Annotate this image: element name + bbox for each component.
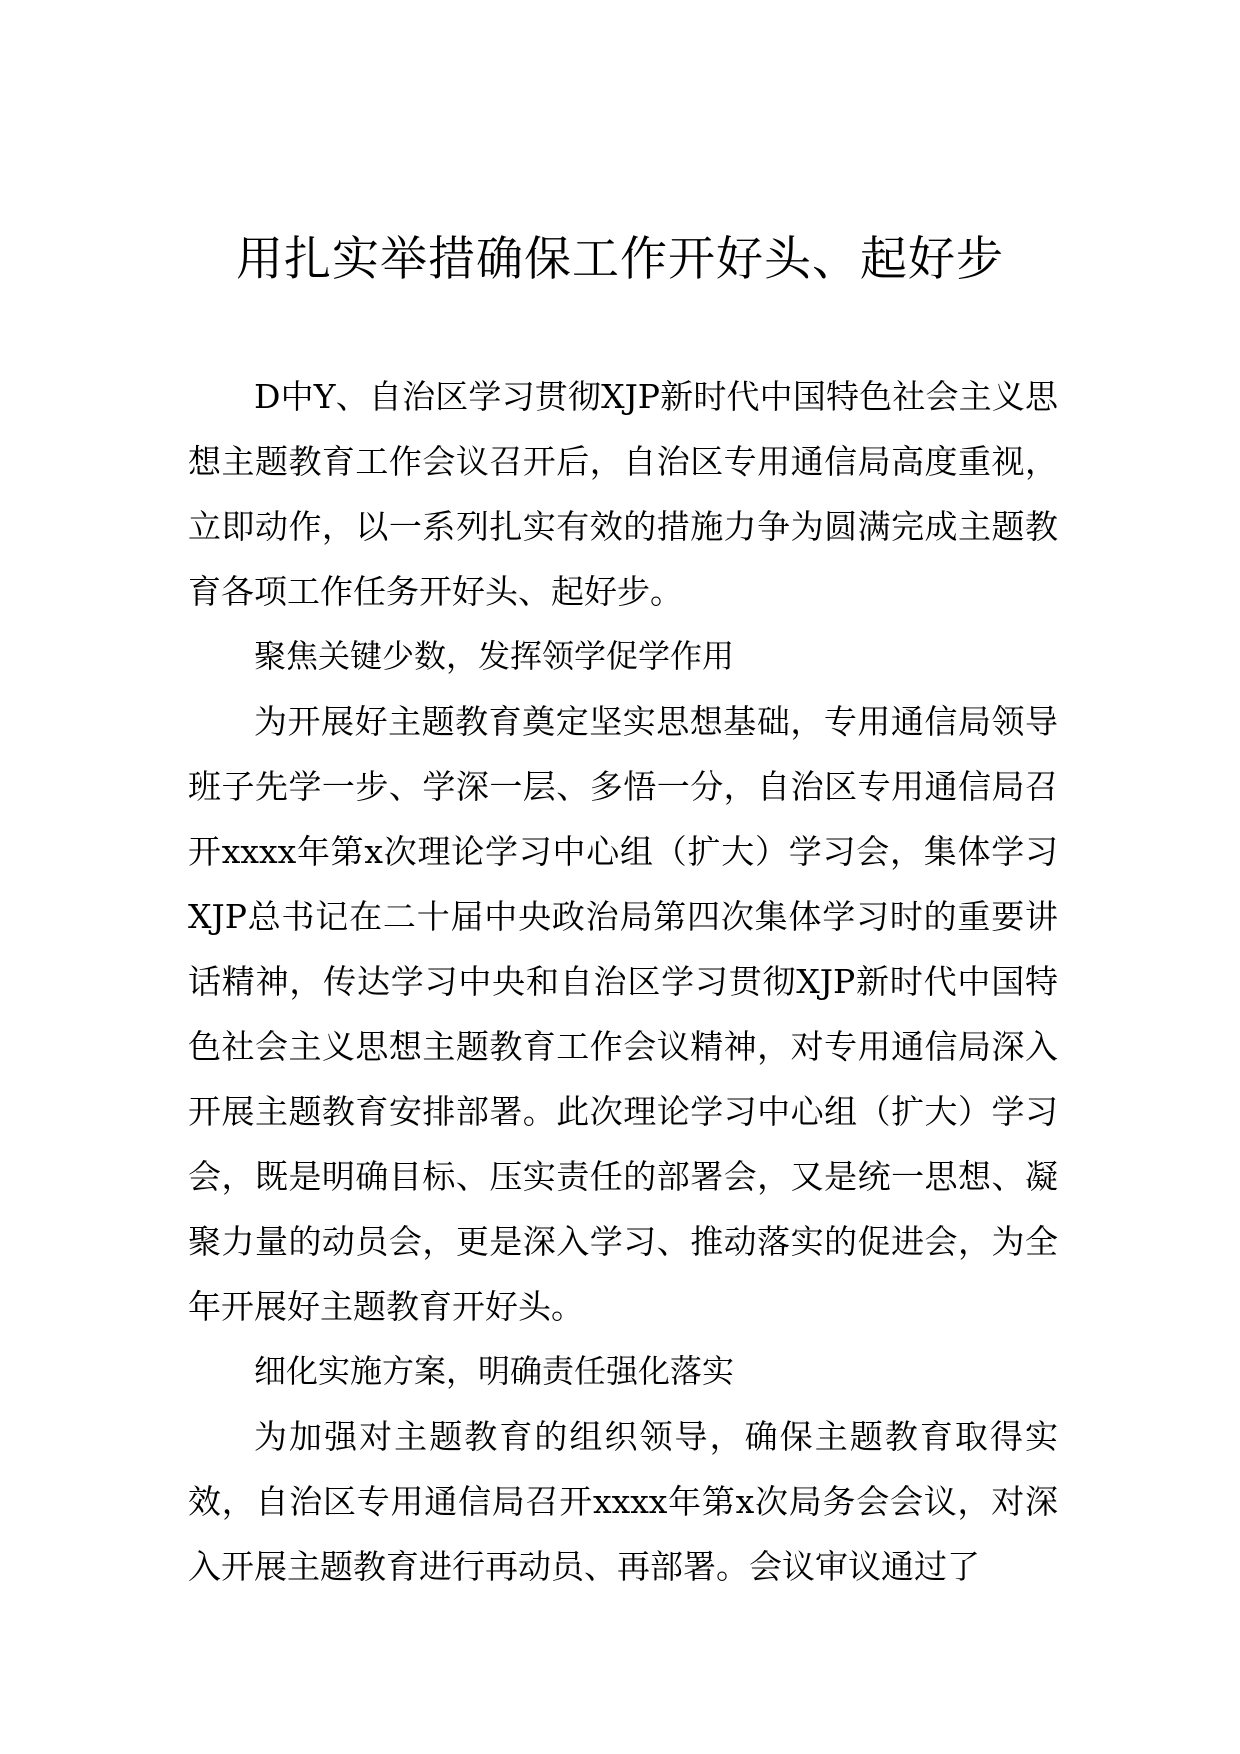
paragraph-intro: D中Y、自治区学习贯彻XJP新时代中国特色社会主义思想主题教育工作会议召开后，自治区专用通信局高度重视，立即动作，以一系列扎实有效的措施力争为圆满完成主题教育各项工作任务开好头、起好步。 xyxy=(188,377,1058,611)
document-title: 用扎实举措确保工作开好头、起好步 xyxy=(236,232,1004,287)
paragraph-section-2: 为加强对主题教育的组织领导，确保主题教育取得实效，自治区专用通信局召开xxxx年第x次局务会会议，对深入开展主题教育进行再动员、再部署。会议审议通过了 xyxy=(188,1417,1058,1586)
document-body xyxy=(188,364,1058,1599)
paragraph-section-1: 为开展好主题教育奠定坚实思想基础，专用通信局领导班子先学一步、学深一层、多悟一分，自治区专用通信局召开xxxx年第x次理论学习中心组（扩大）学习会，集体学习XJP总书记在二十届中央政治局第四次集体学习时的重要讲话精神，传达学习中央和自治区学习贯彻XJP新时代中国特色社会主义思想主题教育工作会议精神，对专用通信局深入开展主题教育安排部署。此次理论学习中心组（扩大）学习会，既是明确目标、压实责任的部署会，又是统一思想、凝聚力量的动员会，更是深入学习、推动落实的促进会，为全年开展好主题教育开好头。 xyxy=(188,702,1058,1326)
section-heading-1: 聚焦关键少数，发挥领学促学作用 xyxy=(254,637,735,675)
section-heading-2: 细化实施方案，明确责任强化落实 xyxy=(254,1352,735,1390)
